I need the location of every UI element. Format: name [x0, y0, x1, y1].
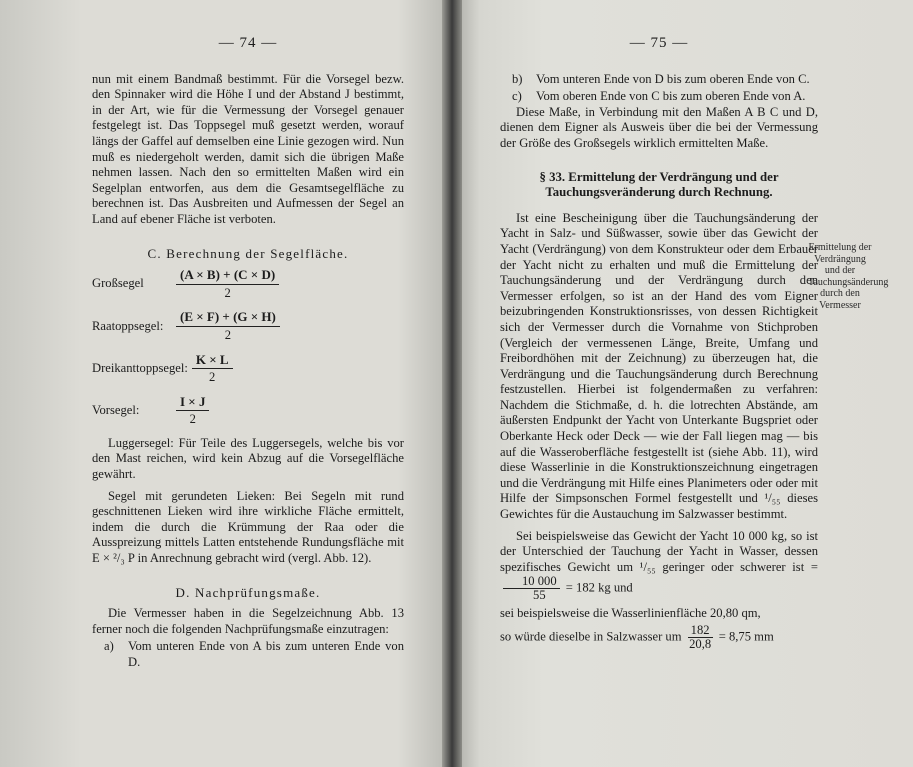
- left-page: [0, 0, 452, 767]
- heading-sail-area: C. Berechnung der Segelfläche.: [147, 245, 349, 261]
- formula-numerator: (A × B) + (C × D): [176, 267, 279, 285]
- list-item-c: [512, 89, 818, 105]
- right-page: [452, 0, 913, 767]
- section-heading-33: § 33. Ermittelung der Verdrängung und der Tauchungsveränderung durch Rechnung.: [539, 169, 779, 200]
- list-item-text: Vom unteren Ende von D bis zum oberen Ende von C.: [536, 71, 810, 86]
- paragraph-nachpruefung: Die Vermesser haben in die Segelzeichnung Abb. 13 ferner noch die folgenden Nachprüfungsmaße einzutragen:: [92, 606, 404, 636]
- formula-fraction: [176, 267, 279, 301]
- formula-label: Dreikanttoppsegel:: [92, 360, 188, 375]
- formula-raatoppsegel: [92, 309, 404, 343]
- example-text-end: = 8,75 mm: [718, 629, 774, 644]
- heading-nachpruefungsmasse: D. Nachprüfungsmaße.: [175, 584, 321, 600]
- formula-denominator: 2: [224, 327, 232, 342]
- list-item-text: Vom oberen Ende von C bis zum oberen Ende von A.: [536, 89, 806, 104]
- formula-fraction: [176, 309, 280, 343]
- page-number-left: — 74 —: [218, 35, 278, 51]
- page-number-right: — 75 —: [629, 35, 689, 51]
- formula-denominator: 2: [209, 370, 216, 385]
- paragraph-gerundete-lieken: Segel mit gerundeten Lieken: Bei Segeln mit rund geschnittenen Lieken wird ihre wirkliche Fläche ermittelt, indem die durch die Krümmung der Raa oder die Ausspreizung mittels Latten entstehende Rundungsfläche mit E × ²/₃ P in Anrechnung gebracht wird (vergl. Abb. 12).: [92, 488, 404, 566]
- formula-grosssegel: [92, 267, 404, 301]
- fraction-numerator: 182: [688, 624, 713, 638]
- example-fraction-1: [503, 575, 560, 602]
- formula-label: Raatoppsegel:: [92, 318, 164, 333]
- paragraph-verdraengung: Ist eine Bescheinigung über die Tauchungsänderung der Yacht in Salz- und Süßwasser, sowie über das Gewicht der Yacht (Verdrängung) von dem Konstrukteur oder dem Erbauer der Yacht nicht zu erhalten und muß die Ermittelung der Tauchungsänderung und der Verdrängung durch den Vermesser erfolgen, so ist an der Hand des vom Eigner beizubringenden Konstruktionsrisses, von dessen Richtigkeit sich der Vermesser durch die Vornahme von Stichproben (Vergleich der vermessenen Länge, Breite, Umfang und Freibordhöhen mit der Zeichnung) zu überzeugen hat, die Verdrängung und die Tauchungsänderung durch Berechnung festzustellen. Hierbei ist folgendermaßen zu verfahren: Nachdem die Stichmaße, d. h. die lotrechten Abstände, am äußersten Endpunkt der Yacht von Unterkante Bugspriet oder Oberkante Heck oder Deck — wie der Fall liegen mag — bis auf die Wasseroberfläche festgestellt ist (siehe Abb. 11), wird diese Wasserlinie in die Konstruktionszeichnung eingetragen und die Verdrängung mit Hilfe eines Planimeters oder oder mit Hilfe der Simpsonschen Formel festgestellt und ¹/₅₅ dieses Gewichtes für die Austauchung im Salzwasser bestimmt.: [500, 210, 818, 522]
- formula-denominator: 2: [224, 285, 231, 300]
- formula-denominator: 2: [189, 412, 196, 427]
- formula-fraction: [176, 394, 209, 428]
- formula-fraction: [192, 352, 233, 386]
- formula-label: Großsegel: [92, 276, 144, 291]
- formula-label: Vorsegel:: [92, 402, 140, 417]
- list-item-label: c): [512, 89, 522, 104]
- formula-numerator: I × J: [176, 394, 209, 412]
- list-item-label: a): [104, 639, 114, 654]
- fraction-numerator: 10 000: [503, 575, 560, 589]
- fraction-denominator: 20,8: [689, 637, 712, 651]
- example-text: Sei beispielsweise das Gewicht der Yacht 10 000 kg, so ist der Unterschied der Tauchung der Yacht in Wasser, dessen spezifisches Gewicht um ¹/₅₅ geringer oder schwerer ist =: [500, 528, 818, 574]
- paragraph-example-3: [500, 624, 818, 651]
- margin-note: Ermittelung der Verdrängung und der Tauchungsänderung durch den Vermesser: [808, 242, 889, 311]
- paragraph-masse: Diese Maße, in Verbindung mit den Maßen A B C und D, dienen dem Eigner als Ausweis über die bei der Vermessung der Größe des Großsegels wirklich ermittelten Maße.: [500, 104, 818, 150]
- list-item-a: [104, 639, 404, 670]
- fraction-denominator: 55: [533, 588, 546, 603]
- formula-numerator: (E × F) + (G × H): [176, 309, 280, 327]
- list-item-b: [512, 72, 818, 88]
- formula-numerator: K × L: [192, 352, 233, 370]
- formula-vorsegel: [92, 394, 404, 428]
- paragraph-luggersegel: Luggersegel: Für Teile des Luggersegels, welche bis vor den Mast reichen, wird kein Abzug auf die Vorsegelfläche gewährt.: [92, 435, 404, 482]
- example-fraction-2: [688, 624, 713, 651]
- example-text-end: = 182 kg und: [565, 580, 633, 595]
- list-item-text: Vom unteren Ende von A bis zum unteren Ende von D.: [128, 639, 404, 669]
- paragraph-measurement: nun mit einem Bandmaß bestimmt. Für die Vorsegel bezw. den Spinnaker wird die Höhe I und der Abstand J bestimmt, in der Art, wie für die Vermessung der Vorsegel genauer festgelegt ist. Das Toppsegel muß gesetzt werden, worauf längs der Gaffel auf demselben eine Linie gezogen wird. Nun muß es niedergeholt werden, damit sich die übrigen Maße nehmen lassen. Nach den so ermittelten Maßen wird ein Segelplan entworfen, aus dem die Gesamtsegelfläche zu berechnen ist. Das Ausbreiten und Aufmessen der Segel an Land auf ebener Fläche ist verboten.: [92, 71, 404, 226]
- formula-dreikanttoppsegel: [92, 352, 404, 386]
- book-gutter: [442, 0, 462, 767]
- right-text-column: [500, 36, 818, 651]
- paragraph-example-2: sei beispielsweise die Wasserlinienfläche 20,80 qm,: [500, 606, 761, 621]
- list-item-label: b): [512, 71, 523, 86]
- paragraph-example: [500, 529, 818, 603]
- example-text: so würde dieselbe in Salzwasser um: [500, 629, 682, 644]
